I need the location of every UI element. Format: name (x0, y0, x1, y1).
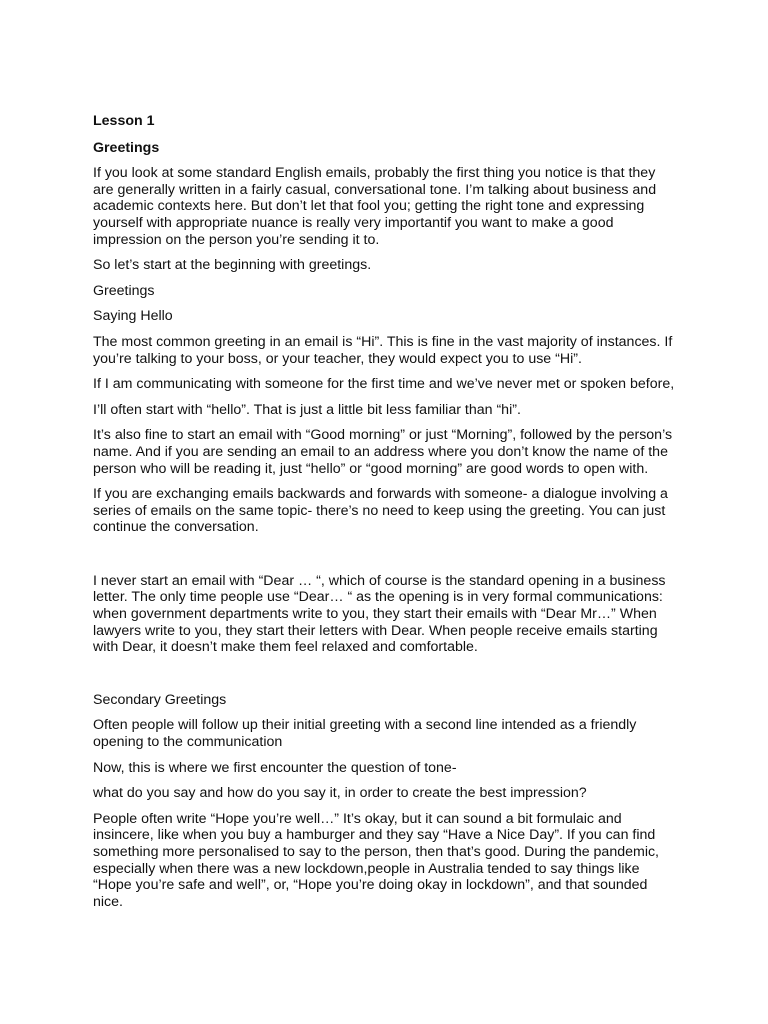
intro-paragraph: If you look at some standard English emails, probably the first thing you notice is that they are generally written in a fairly casual, conversational tone. I’m talking about business and academic contexts here. But don’t let that fool you; getting the right tone and expressing yourself with appropriate nuance is really very importantif you want to make a good impression on the person you’re sending it to. (93, 165, 657, 248)
first-time-paragraph: If I am communicating with someone for the first time and we’ve never met or spoken before, (93, 376, 675, 393)
lesson-label: Lesson 1 (93, 113, 155, 129)
tone-paragraph: Now, this is where we first encounter the question of tone- (93, 759, 457, 776)
what-do-you-say-paragraph: what do you say and how do you say it, in order to create the best impression? (93, 785, 587, 802)
greetings-heading: Greetings (93, 282, 155, 299)
hello-familiar-paragraph: I’ll often start with “hello”. That is just a little bit less familiar than “hi”. (93, 401, 521, 418)
common-greeting-paragraph: The most common greeting in an email is “Hi”. This is fine in the vast majority of instances. If you’re talking to your boss, or your teacher, they would expect you to use “Hi”. (93, 333, 673, 367)
good-morning-paragraph: It’s also fine to start an email with “Good morning” or just “Morning”, followed by the person’s name. And if you are sending an email to an address where you don’t know the name of the person who will be reading it, just “hello” or “good morning” are good words to open with. (93, 427, 673, 477)
dear-paragraph: I never start an email with “Dear … “, which of course is the standard opening in a business letter. The only time people use “Dear… “ as the opening is in very formal communications: when government departments write to you, they start their emails with “Dear Mr…” When lawyers write to you, they start their letters with Dear. When people receive emails starting with Dear, it doesn’t make them feel relaxed and comfortable. (93, 572, 666, 656)
saying-hello-heading: Saying Hello (93, 308, 173, 325)
document-page (93, 113, 678, 910)
start-paragraph: So let’s start at the beginning with greetings. (93, 257, 372, 274)
exchanging-paragraph: If you are exchanging emails backwards and forwards with someone- a dialogue involving a series of emails on the same topic- there’s no need to keep using the greeting. You can just continue the conversation. (93, 486, 668, 536)
page-title: Greetings (93, 139, 160, 156)
hope-well-paragraph: People often write “Hope you’re well…” It’s okay, but it can sound a bit formulaic and insincere, like when you buy a hamburger and they say “Have a Nice Day”. If you can find something more personalised to say to the person, then that’s good. During the pandemic, especially when there was a new lockdown,people in Australia tended to say things like “Hope you’re safe and well”, or, “Hope you’re doing okay in lockdown”, and that sounded nice. (93, 810, 660, 910)
secondary-greetings-heading: Secondary Greetings (93, 691, 227, 708)
follow-up-paragraph: Often people will follow up their initial greeting with a second line intended as a friendly opening to the communication (93, 717, 637, 751)
